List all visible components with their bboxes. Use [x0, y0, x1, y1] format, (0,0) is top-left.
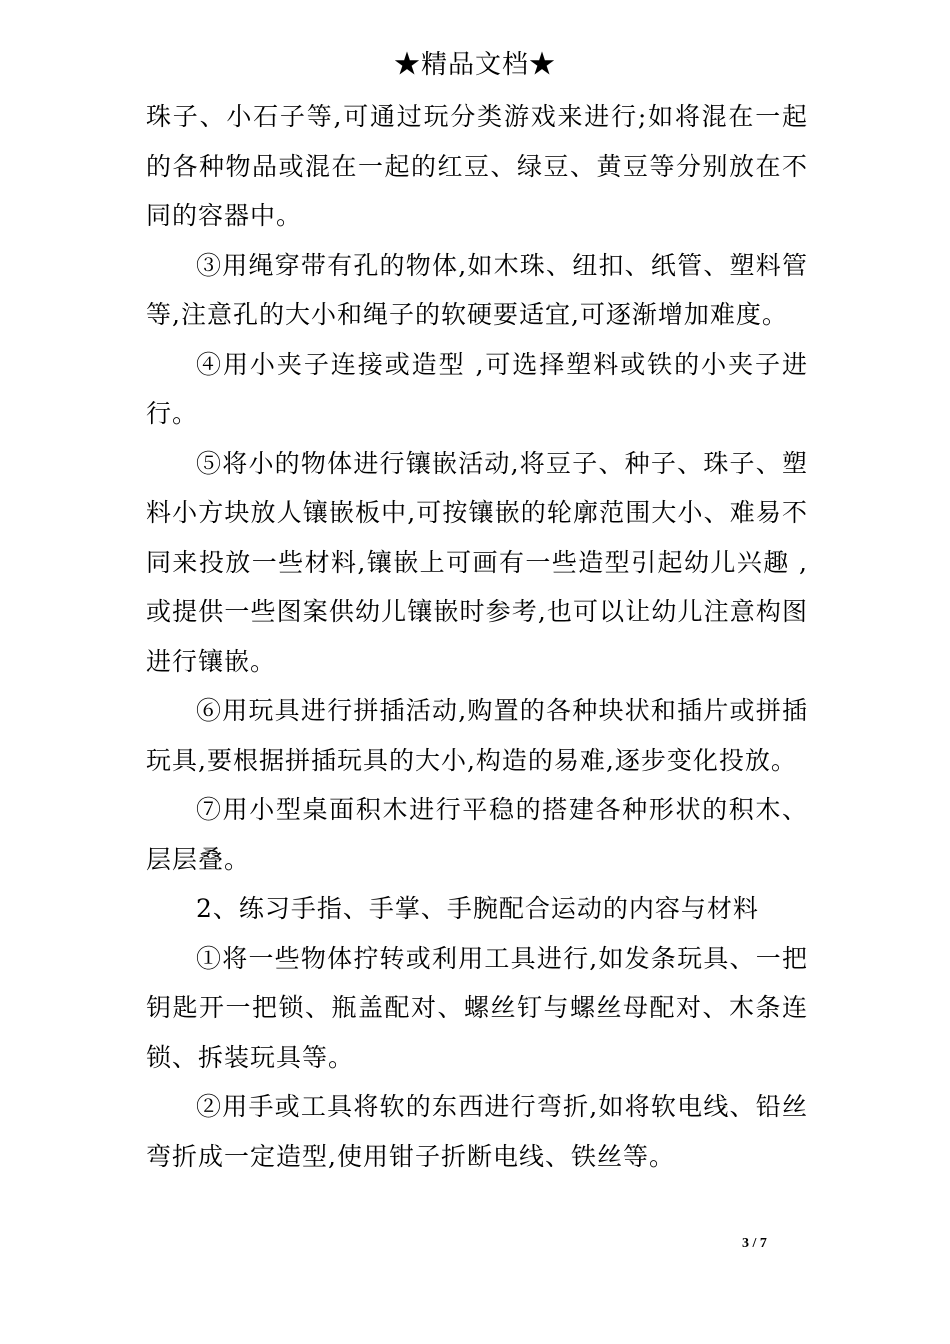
paragraph-7: ①将一些物体拧转或利用工具进行,如发条玩具、一把钥匙开一把锁、瓶盖配对、螺丝钉与螺丝母配对、木条连锁、拆装玩具等。: [146, 943, 808, 1072]
paragraph-1: 珠子、小石子等,可通过玩分类游戏来进行;如将混在一起的各种物品或混在一起的红豆、绿豆、黄豆等分别放在不同的容器中。: [146, 102, 808, 230]
paragraph-5: ⑥用玩具进行拼插活动,购置的各种块状和插片或拼插玩具,要根据拼插玩具的大小,构造的易难,逐步变化投放。: [146, 696, 808, 775]
page-number: 3 / 7: [742, 1236, 767, 1251]
paragraph-8: ②用手或工具将软的东西进行弯折,如将软电线、铅丝弯折成一定造型,使用钳子折断电线、铁丝等。: [146, 1092, 808, 1171]
paragraph-2: ③用绳穿带有孔的物体,如木珠、纽扣、纸管、塑料管等,注意孔的大小和绳子的软硬要适宜,可逐渐增加难度。: [146, 250, 808, 329]
paragraph-4: ⑤将小的物体进行镶嵌活动,将豆子、种子、珠子、塑料小方块放人镶嵌板中,可按镶嵌的轮廓范围大小、难易不同来投放一些材料,镶嵌上可画有一些造型引起幼儿兴趣 ,或提供一些图案供幼儿镶嵌时参考,也可以让幼儿注意构图进行镶嵌。: [146, 448, 808, 676]
document-body: [146, 92, 808, 1181]
paragraph-3: ④用小夹子连接或造型 ,可选择塑料或铁的小夹子进行。: [146, 349, 808, 428]
section-heading: 2、练习手指、手掌、手腕配合运动的内容与材料: [196, 894, 759, 923]
page-header-title: ★精品文档★: [393, 50, 556, 80]
paragraph-6: ⑦用小型桌面积木进行平稳的搭建各种形状的积木、层层叠。: [146, 795, 808, 874]
